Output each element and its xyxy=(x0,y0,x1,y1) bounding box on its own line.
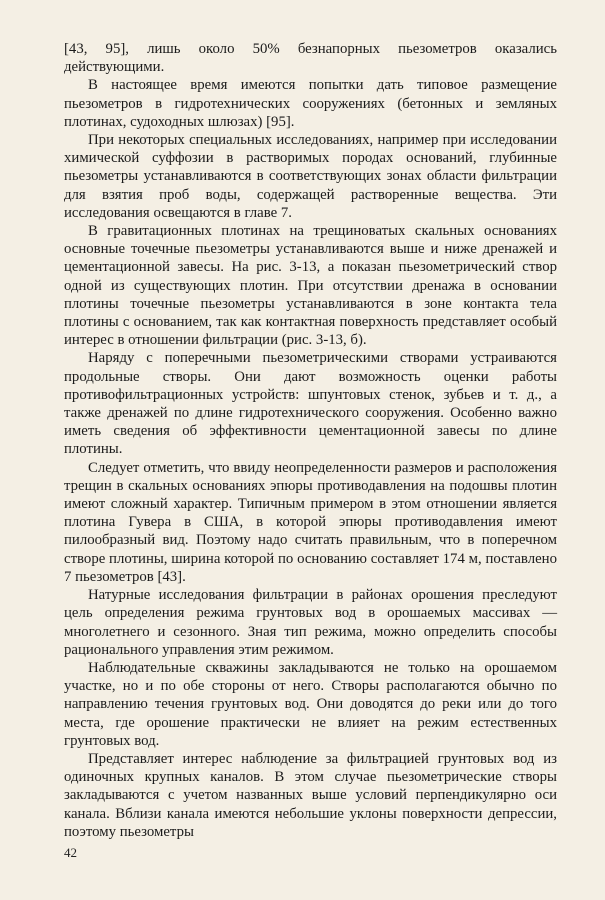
page-body xyxy=(64,40,557,841)
paragraph: Наряду с поперечными пьезометрическими створами устраиваются продольные створы. Они дают возможность оценки работы противофильтрационных устройств: шпунтовых стенок, зубьев и т. д., а также дренажей по длине гидротехнического сооружения. Особенно важно иметь сведения об эффективности цементационной завесы по длине плотины. xyxy=(64,350,557,458)
paragraph-continued: [43, 95], лишь около 50% безнапорных пьезометров оказались действующими. xyxy=(64,41,557,76)
page-number: 42 xyxy=(64,845,77,860)
paragraph: В настоящее время имеются попытки дать типовое размещение пьезометров в гидротехнических сооружениях (бетонных и земляных плотинах, судоходных шлюзах) [95]. xyxy=(64,77,557,130)
paragraph: При некоторых специальных исследованиях, например при исследовании химической суффозии в растворимых породах оснований, глубинные пьезометры устанавливаются в соответствующих зонах области фильтрации для взятия проб воды, содержащей растворенные вещества. Эти исследования освещаются в главе 7. xyxy=(64,132,557,221)
paragraph: Наблюдательные скважины закладываются не только на орошаемом участке, но и по обе стороны от него. Створы располагаются обычно по направлению течения грунтовых вод. Они доводятся до реки или до того места, где орошение практически не влияет на режим естественных грунтовых вод. xyxy=(64,659,557,749)
paragraph: В гравитационных плотинах на трещиноватых скальных основаниях основные точечные пьезометры устанавливаются выше и ниже дренажей и цементационной завесы. На рис. 3-13, а показан пьезометрический створ одной из существующих плотин. При отсутствии дренажа в основании плотины точечные пьезометры устанавливаются в зоне контакта тела плотины с основанием, так как контактная поверхность представляет особый интерес в отношении фильтрации (рис. 3-13, б). xyxy=(64,223,557,349)
paragraph: Представляет интерес наблюдение за фильтрацией грунтовых вод из одиночных крупных каналов. В этом случае пьезометрические створы закладываются с учетом названных выше условий перпендикулярно оси канала. Вблизи канала имеются небольшие уклоны поверхности депрессии, поэтому пьезометры xyxy=(64,750,557,840)
paragraph: Натурные исследования фильтрации в районах орошения преследуют цель определения режима грунтовых вод в орошаемых массивах — многолетнего и сезонного. Зная тип режима, можно определить способы рационального управления этим режимом. xyxy=(64,587,557,658)
paragraph: Следует отметить, что ввиду неопределенности размеров и расположения трещин в скальных основаниях эпюры противодавления на подошвы плотин имеют сложный характер. Типичным примером в этом отношении является плотина Гувера в США, в которой эпюры противодавления имеют пилообразный вид. Поэтому надо считать правильным, что в поперечном створе плотины, ширина которой по основанию составляет 174 м, поставлено 7 пьезометров [43]. xyxy=(64,459,557,585)
